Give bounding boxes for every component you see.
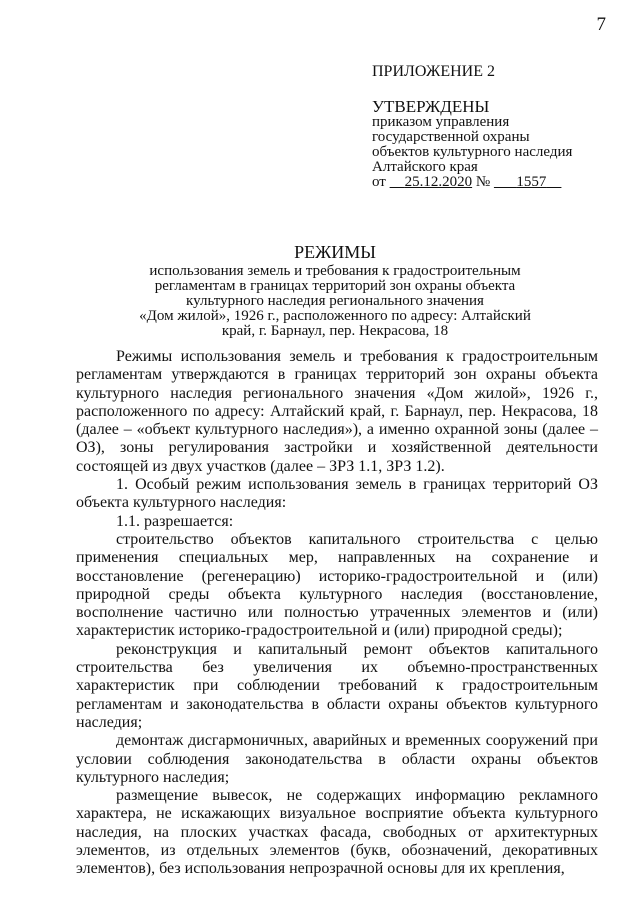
intro-paragraph: Режимы использования земель и требования к градостроительным регламентам утверждаются в границах территорий зон охраны объекта культурного наследия регионального значения «Дом жилой», 1926 г., расположенного по адресу: Алтайский край, г. Барнаул, пер. Некрасова, 18 (далее – «объект культурного наследия»), а именно охранной зоны (далее – ОЗ), зоны регулирования застройки и хозяйственной деятельности состоящей из двух участков (далее – ЗРЗ 1.1, ЗРЗ 1.2).: [76, 348, 598, 475]
bullet-paragraph: строительство объектов капитального строительства с целью применения специальных мер, направленных на сохранение и восстановление (регенерацию) историко-градостроительной и (или) природной среды объекта культурного наследия (восстановление, восполнение частично или полностью утраченных элементов и (или) характеристик историко-градостроительной и (или) природной среды);: [76, 530, 598, 640]
title-heading: РЕЖИМЫ: [294, 242, 376, 262]
document-body: [76, 348, 598, 879]
approval-line: объектов культурного наследия: [372, 144, 573, 160]
approval-number: 1557: [516, 174, 547, 190]
approval-line: приказом управления: [372, 114, 510, 130]
approval-date-line: [372, 175, 622, 190]
item-1-1-paragraph: 1.1. разрешается:: [116, 512, 234, 530]
item-1-paragraph: 1. Особый режим использования земель в границах территорий ОЗ объекта культурного наследия:: [76, 476, 598, 512]
bullet-paragraph: размещение вывесок, не содержащих информацию рекламного характера, не искажающих визуальное восприятие объекта культурного наследия, на плоских участках фасада, свободных от архитектурных элементов, из отдельных элементов (букв, обозначений, декоративных элементов), без использования непрозрачной основы для их крепления,: [76, 787, 598, 878]
number-sign: №: [475, 174, 491, 190]
title-line: край, г. Барнаул, пер. Некрасова, 18: [221, 323, 449, 339]
title-line: «Дом жилой», 1926 г., расположенного по адресу: Алтайский: [139, 308, 531, 324]
approval-block: [372, 64, 622, 190]
title-line: регламентам в границах территорий зон охраны объекта: [154, 278, 516, 294]
bullet-paragraph: реконструкция и капитальный ремонт объектов капитального строительства без увеличения их объемно-пространственных характеристик при соблюдении требований к градостроительным регламентам и законодательства в области охраны объектов культурного наследия;: [76, 640, 598, 731]
title-line: использования земель и требования к градостроительным: [149, 263, 521, 279]
approval-line: Алтайского края: [372, 159, 478, 175]
appendix-label: ПРИЛОЖЕНИЕ 2: [372, 63, 496, 80]
page-number: 7: [596, 14, 606, 35]
title-line: культурного наследия регионального значения: [186, 293, 484, 309]
bullet-paragraph: демонтаж дисгармоничных, аварийных и временных сооружений при условии соблюдения законодательства в области охраны объектов культурного наследия;: [76, 732, 598, 786]
approval-line: государственной охраны: [372, 129, 530, 145]
approved-label: УТВЕРЖДЕНЫ: [372, 97, 490, 116]
document-title: [60, 242, 610, 339]
date-prefix: от: [372, 174, 386, 190]
approval-date: 25.12.2020: [404, 174, 473, 190]
